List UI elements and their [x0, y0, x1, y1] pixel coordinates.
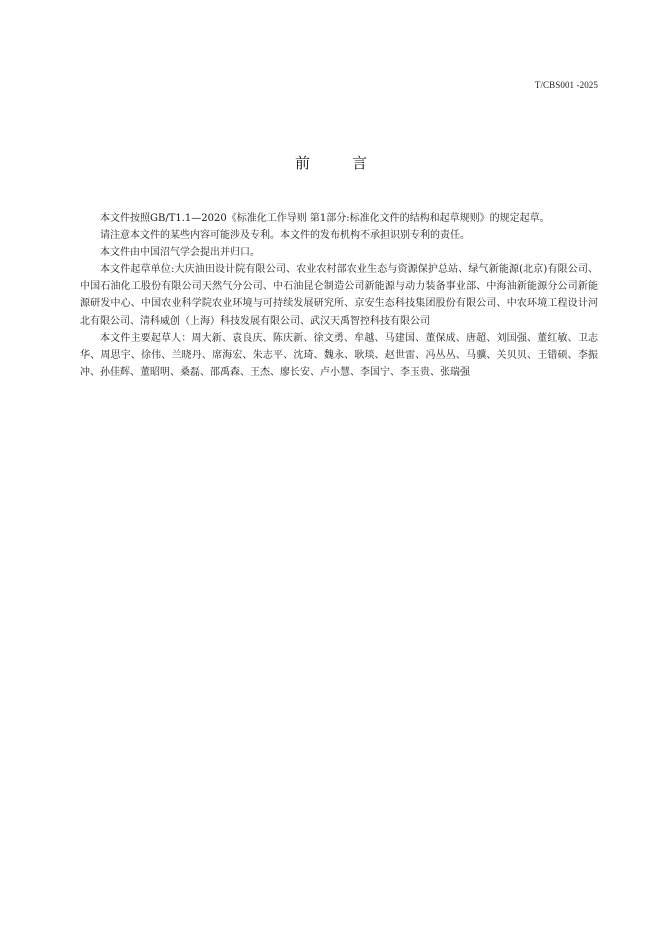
paragraph-patent-notice: 请注意本文件的某些内容可能涉及专利。本文件的发布机构不承担识别专利的责任。 — [100, 230, 470, 242]
document-code: T/CBS001 -2025 — [534, 80, 598, 90]
paragraph-drafting-units: 本文件起草单位:大庆油田设计院有限公司、农业农村部农业生态与资源保护总站、绿气新能源(北京)有限公司、中国石油化工股份有限公司天然气分公司、中石油昆仑制造公司新能源与动力装备事业部、中海油新能源分公司新能源研发中心、中国农业科学院农业环境与可持续发展研究所、京安生态科技集团股份有限公司、中农环境工程设计河北有限公司、清科威创（上海）科技发展有限公司、武汉天禹智控科技有限公司 — [80, 264, 598, 327]
paragraph-drafters: 本文件主要起草人：周大新、袁良庆、陈庆新、徐文勇、牟越、马建国、董保成、唐超、刘国强、董红敏、卫志华、周思宇、徐伟、兰晓丹、席海宏、朱志平、沈琦、魏永、耿琰、赵世雷、冯丛丛、马骥、关贝贝、王错硕、李振冲、孙佳辉、董昭明、桑磊、邵禹森、王杰、廖长安、卢小慧、李国宁、李玉贵、张瑞强 — [80, 332, 598, 378]
foreword-body — [80, 210, 598, 381]
section-title-char-2: 言 — [352, 154, 368, 172]
paragraph-proposer: 本文件由中国沼气学会提出并归口。 — [100, 247, 260, 259]
section-title-char-1: 前 — [294, 154, 310, 172]
paragraph-standard-reference: 本文件按照GB/T1.1—2020《标准化工作导则 第1部分:标准化文件的结构和起草规则》的规定起草。 — [100, 213, 550, 224]
section-title — [0, 152, 662, 173]
